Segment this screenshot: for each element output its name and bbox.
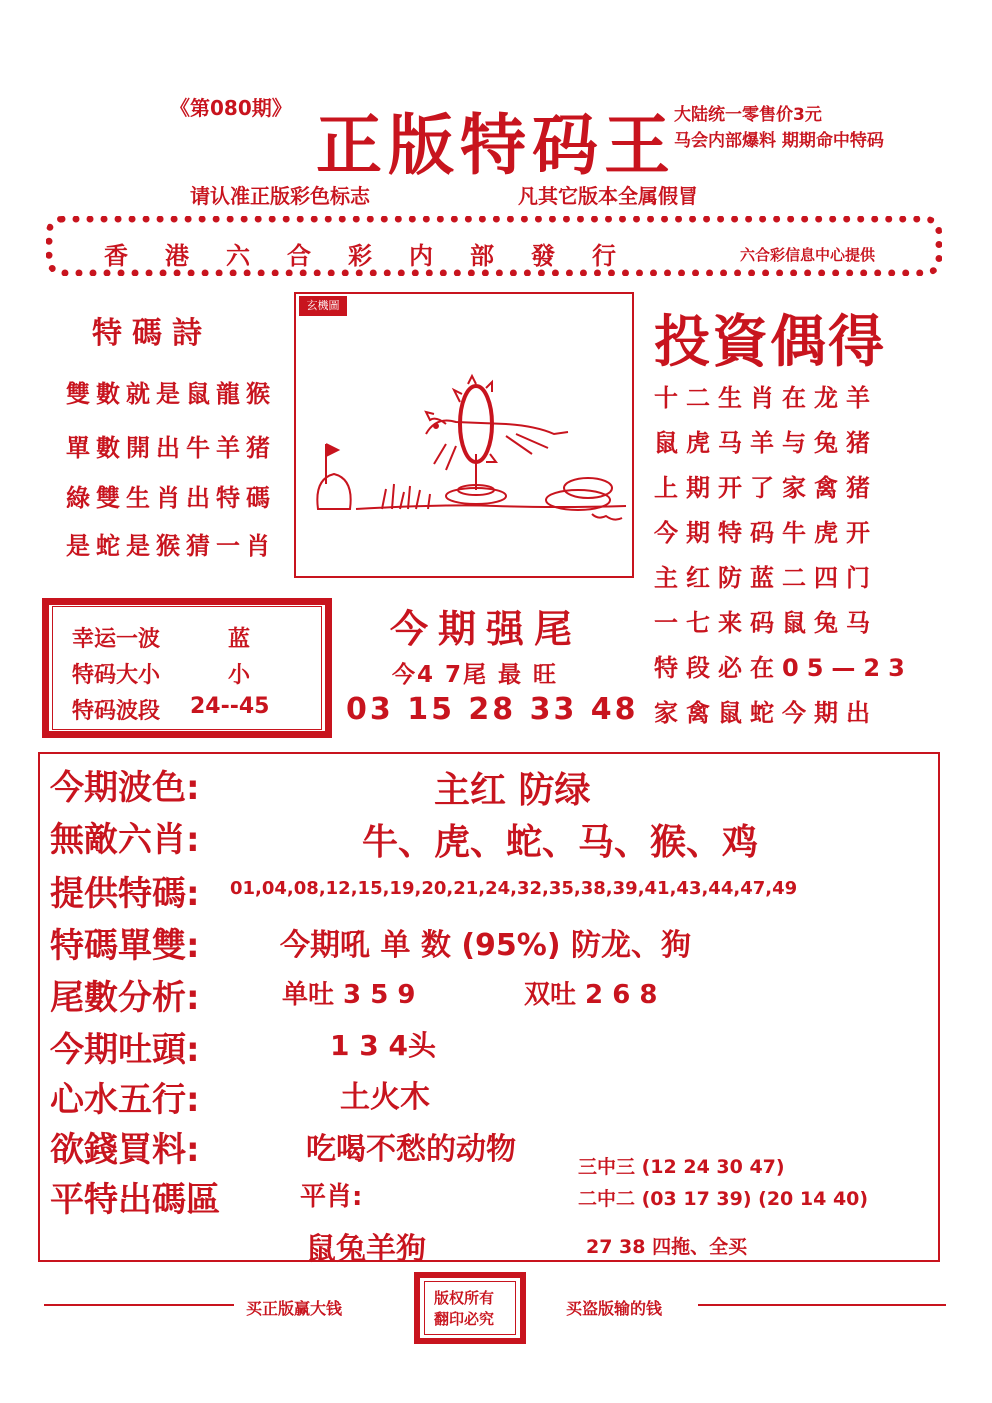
five-elements-value: 土火木 <box>340 1080 430 1115</box>
copyright-line-1: 版权所有 <box>434 1289 495 1307</box>
invest-line: 特段必在05—23 <box>654 654 913 682</box>
tail-single-value: 单吐 3 5 9 <box>282 980 416 1010</box>
lucky-value: 小 <box>228 663 251 688</box>
fake-warning: 凡其它版本全属假冒 <box>518 184 698 208</box>
poem-title: 特碼詩 <box>92 316 212 351</box>
invest-line: 家禽鼠蛇今期出 <box>654 699 878 727</box>
five-elements-label: 心水五行: <box>50 1080 200 1120</box>
strong-tail-title: 今期强尾 <box>390 606 583 651</box>
poem-line: 綠雙生肖出特碼 <box>66 483 276 512</box>
poem-line: 雙數就是鼠龍猴 <box>66 379 276 408</box>
wave-color-label: 今期波色: <box>50 768 200 808</box>
riddle-picture <box>294 292 634 578</box>
special-codes-label: 提供特碼: <box>50 874 200 914</box>
banner-main-text: 香港六合彩内部發行 <box>104 241 653 270</box>
tail-analysis-label: 尾數分析: <box>50 978 200 1018</box>
invest-line: 十二生肖在龙羊 <box>654 384 878 412</box>
invest-line: 上期开了家禽猪 <box>654 474 878 502</box>
combo-line: 二中二 (03 17 39) (20 14 40) <box>578 1188 869 1210</box>
wave-color-value: 主红 防绿 <box>434 770 591 811</box>
authentic-notice: 请认准正版彩色标志 <box>190 184 370 208</box>
odd-even-value: 今期吼 单 数 (95%) 防龙、狗 <box>280 928 692 963</box>
poem-line: 單數開出牛羊猪 <box>66 433 276 462</box>
footer-left-text: 买正版赢大钱 <box>246 1299 343 1318</box>
strong-tail-numbers: 03 15 28 33 48 <box>346 692 639 727</box>
lucky-value: 24--45 <box>190 694 270 719</box>
footer-rule-right <box>698 1304 946 1306</box>
footer-rule-left <box>44 1304 234 1306</box>
lucky-label: 特码波段 <box>72 699 161 724</box>
lucky-label: 特码大小 <box>72 663 161 688</box>
lucky-label: 幸运一波 <box>72 627 161 652</box>
poem-line: 是蛇是猴猜一肖 <box>66 531 276 560</box>
tail-double-value: 双吐 2 6 8 <box>524 980 658 1010</box>
slogan-note: 马会内部爆料 期期命中特码 <box>674 131 884 151</box>
head-value: 1 3 4头 <box>330 1029 436 1062</box>
six-zodiac-value: 牛、虎、蛇、马、猴、鸡 <box>362 822 759 863</box>
invest-line: 主红防蓝二四门 <box>654 564 878 592</box>
combo-line: 27 38 四拖、全买 <box>586 1236 748 1258</box>
dog-hoop-illustration <box>296 294 632 576</box>
flat-zodiac-label: 平肖: <box>300 1182 363 1212</box>
head-label: 今期吐頭: <box>50 1030 200 1070</box>
strong-tail-sub: 今4 7尾 最 旺 <box>392 662 559 688</box>
footer-right-text: 买盗版输的钱 <box>566 1299 663 1318</box>
buy-info-value: 吃喝不愁的动物 <box>306 1132 516 1167</box>
buy-info-label: 欲錢買料: <box>50 1130 200 1170</box>
picture-stamp: 玄機圖 <box>299 296 347 316</box>
flat-area-label: 平特出碼區 <box>50 1180 220 1220</box>
combo-line: 三中三 (12 24 30 47) <box>578 1156 785 1178</box>
price-note: 大陆统一零售价3元 <box>674 105 822 125</box>
odd-even-label: 特碼單雙: <box>50 926 200 966</box>
invest-line: 一七来码鼠兔马 <box>654 609 878 637</box>
invest-title: 投資偶得 <box>654 309 886 375</box>
invest-line: 今期特码牛虎开 <box>654 519 878 547</box>
six-zodiac-label: 無敵六肖: <box>50 820 200 860</box>
banner-sub-text: 六合彩信息中心提供 <box>740 246 876 264</box>
page-title: 正版特码王 <box>316 106 676 184</box>
issue-number: 《第080期》 <box>170 96 292 120</box>
lucky-value: 蓝 <box>228 627 251 652</box>
flat-zodiac-value: 鼠兔羊狗 <box>306 1232 426 1267</box>
copyright-line-2: 翻印必究 <box>434 1310 495 1328</box>
invest-line: 鼠虎马羊与兔猪 <box>654 429 878 457</box>
special-codes-value: 01,04,08,12,15,19,20,21,24,32,35,38,39,41,43,44,47,49 <box>230 878 798 899</box>
